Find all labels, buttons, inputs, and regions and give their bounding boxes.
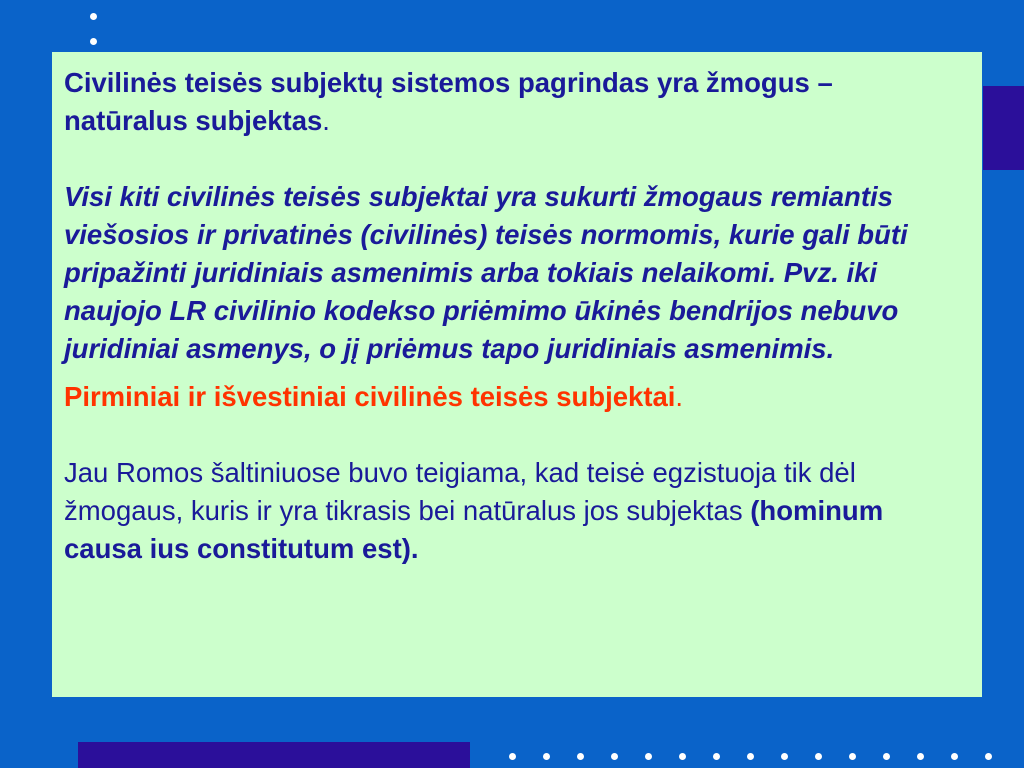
decor-dot-bottom [713, 753, 720, 760]
decor-dot-bottom [543, 753, 550, 760]
slide-content-panel [52, 52, 982, 697]
decor-dot-top-2 [90, 38, 97, 45]
decor-dot-bottom [611, 753, 618, 760]
decor-dot-top-1 [90, 13, 97, 20]
decor-dot-bottom [951, 753, 958, 760]
decor-bar-right [983, 86, 1024, 170]
decor-dot-bottom [577, 753, 584, 760]
section-heading [64, 378, 952, 416]
intro-period: . [322, 105, 330, 136]
decor-dot-bottom [747, 753, 754, 760]
decor-dot-bottom [509, 753, 516, 760]
intro-paragraph [64, 64, 952, 140]
decor-dot-bottom [985, 753, 992, 760]
roman-sources-paragraph [64, 454, 952, 568]
derived-subjects-paragraph: Visi kiti civilinės teisės subjektai yra sukurti žmogaus remiantis viešosios ir privatinės (civilinės) teisės normomis, kurie gali būti pripažinti juridiniais asmenimis arba tokiais nelaikomi. Pvz. iki naujojo LR civilinio kodekso priėmimo ūkinės bendrijos nebuvo juridiniai asmenys, o jį priėmus tapo juridiniais asmenimis. [64, 181, 908, 364]
section-heading-period: . [675, 381, 684, 412]
decor-dot-bottom [679, 753, 686, 760]
decor-dot-bottom [917, 753, 924, 760]
decor-dot-bottom [883, 753, 890, 760]
decor-dot-bottom [849, 753, 856, 760]
decor-bar-bottom [78, 742, 470, 768]
intro-text: Civilinės teisės subjektų sistemos pagrindas yra žmogus – natūralus subjektas [64, 67, 833, 136]
roman-sources-text: Jau Romos šaltiniuose buvo teigiama, kad teisė egzistuoja tik dėl žmogaus, kuris ir yra tikrasis bei natūralus jos subjektas [64, 457, 856, 526]
decor-dot-bottom [645, 753, 652, 760]
decor-dot-bottom [781, 753, 788, 760]
decor-dot-bottom [815, 753, 822, 760]
latin-quote: (hominum causa ius constitutum est). [64, 495, 884, 564]
section-heading-text: Pirminiai ir išvestiniai civilinės teisės subjektai [64, 381, 676, 412]
